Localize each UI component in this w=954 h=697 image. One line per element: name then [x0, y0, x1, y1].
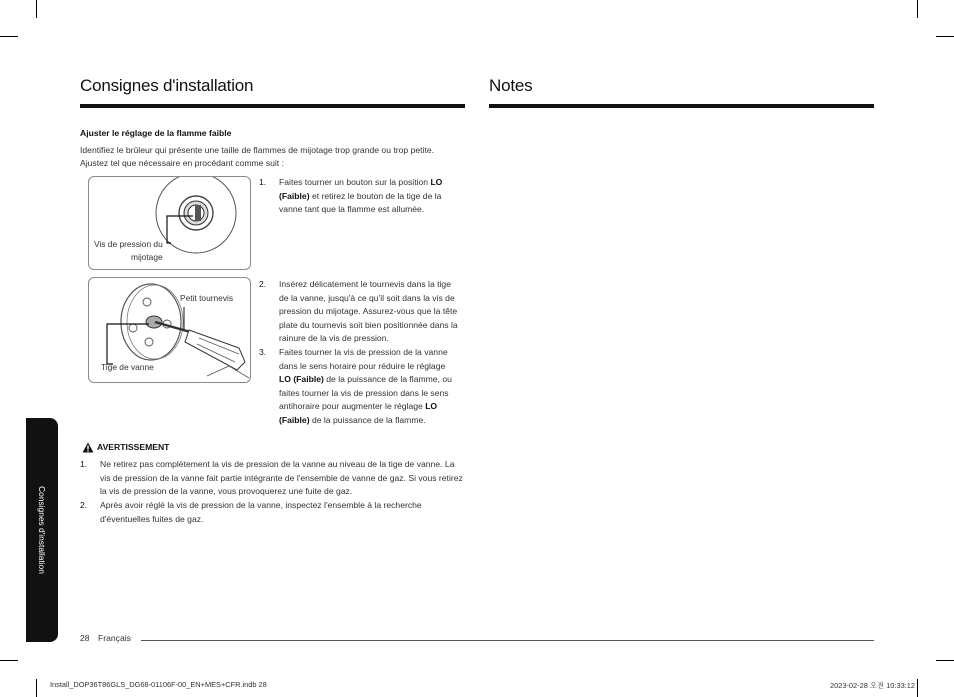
- notes-title: Notes: [489, 76, 533, 95]
- intro-line: Ajustez tel que nécessaire en procédant comme suit :: [80, 158, 284, 168]
- step-run: LO: [430, 177, 443, 187]
- page-language: Français: [98, 633, 131, 643]
- warning-line: Ne retirez pas complètement la vis de pression de la vanne au niveau de la tige de vanne. La: [100, 459, 455, 469]
- crop-mark: [917, 0, 918, 18]
- chapter-side-tab: [26, 418, 58, 642]
- crop-mark: [36, 0, 37, 18]
- warning-line: la vis de pression de la vanne, vous provoquerez une fuite de gaz.: [100, 486, 353, 497]
- step-number: 3.: [259, 347, 267, 357]
- step-run: (Faible): [279, 190, 310, 201]
- section-title: Ajuster le réglage de la flamme faible: [80, 128, 232, 138]
- step-line: dans le sens horaire pour réduire le réglage: [279, 360, 446, 371]
- step-text: [279, 176, 464, 217]
- step-text: [279, 278, 464, 346]
- step-line: de la vanne, jusqu'à ce qu'il soit dans la vis de: [279, 292, 455, 303]
- warning-line: vis de pression de la vanne fait partie intégrante de l'ensemble de vanne de gaz. Si vous retirez: [100, 472, 463, 483]
- step-run: de la puissance de la flamme.: [309, 414, 426, 425]
- step-line: [279, 414, 464, 428]
- step-run: Faites tourner un bouton sur la position: [279, 177, 431, 187]
- warning-item-number: 1.: [80, 459, 88, 469]
- step-line: Insérez délicatement le tournevis dans la tige: [279, 279, 451, 289]
- crop-mark: [936, 36, 954, 37]
- step-run: et retirez le bouton de la tige de la: [309, 190, 442, 201]
- crop-mark: [917, 679, 918, 697]
- page-number: 28: [80, 633, 90, 643]
- warning-item-text: [100, 458, 470, 499]
- footer-rule: [141, 640, 874, 641]
- page-title: Consignes d'installation: [80, 76, 254, 95]
- figure-screwdriver: [88, 277, 251, 383]
- figure-label: mijotage: [131, 252, 163, 262]
- step-run: vanne tant que la flamme est allumée.: [279, 204, 425, 215]
- crop-mark: [36, 679, 37, 697]
- figure-label: Vis de pression du: [94, 239, 163, 249]
- step-line: [279, 176, 464, 190]
- figure-label: Petit tournevis: [180, 293, 234, 303]
- step-line: [279, 203, 464, 217]
- step-run: LO: [425, 401, 438, 412]
- step-line: faites tourner la vis de pression dans le sens: [279, 387, 449, 398]
- warning-line: Après avoir réglé la vis de pression de la vanne, inspectez l'ensemble à la recherche: [100, 500, 422, 510]
- crop-mark: [0, 660, 18, 661]
- footer-date: 2023-02-28 오전 10:33:12: [830, 681, 915, 690]
- step-line: plate du tournevis soit bien positionnée dans la: [279, 319, 458, 330]
- chapter-side-tab-label: Consignes d'installation: [37, 486, 47, 574]
- valve-stem-illustration: [89, 177, 250, 269]
- step-run: antihoraire pour augmenter le réglage: [279, 401, 426, 412]
- figure-label: Tige de vanne: [101, 362, 154, 372]
- footer-file: Install_DOP36T86GLS_DG68-01106F-00_EN+MES+CFR.indb 28: [50, 680, 267, 689]
- step-line: [279, 190, 464, 204]
- crop-mark: [0, 36, 18, 37]
- intro-line: Identifiez le brûleur qui présente une taille de flammes de mijotage trop grande ou trop petite.: [80, 145, 434, 155]
- step-number: 2.: [259, 279, 267, 289]
- step-text: [279, 346, 464, 428]
- step-line: [279, 400, 464, 414]
- warning-item-text: [100, 499, 470, 526]
- notes-rule: [489, 104, 874, 108]
- step-number: 1.: [259, 177, 267, 187]
- figure-knob-stem: [88, 176, 251, 270]
- heading-rule: [80, 104, 465, 108]
- warning-icon: [82, 442, 94, 453]
- step-run: (Faible): [279, 414, 310, 425]
- step-line: [279, 373, 464, 387]
- warning-item-number: 2.: [80, 500, 88, 510]
- warning-title: AVERTISSEMENT: [97, 442, 170, 452]
- crop-mark: [936, 660, 954, 661]
- step-line: pression du mijotage. Assurez-vous que la tête: [279, 306, 458, 317]
- warning-line: d'éventuelles fuites de gaz.: [100, 513, 204, 524]
- step-line: Faites tourner la vis de pression de la vanne: [279, 347, 448, 357]
- step-line: rainure de la vis de pression.: [279, 333, 389, 344]
- step-run: de la puissance de la flamme, ou: [323, 374, 452, 385]
- step-run: LO (Faible): [279, 374, 324, 385]
